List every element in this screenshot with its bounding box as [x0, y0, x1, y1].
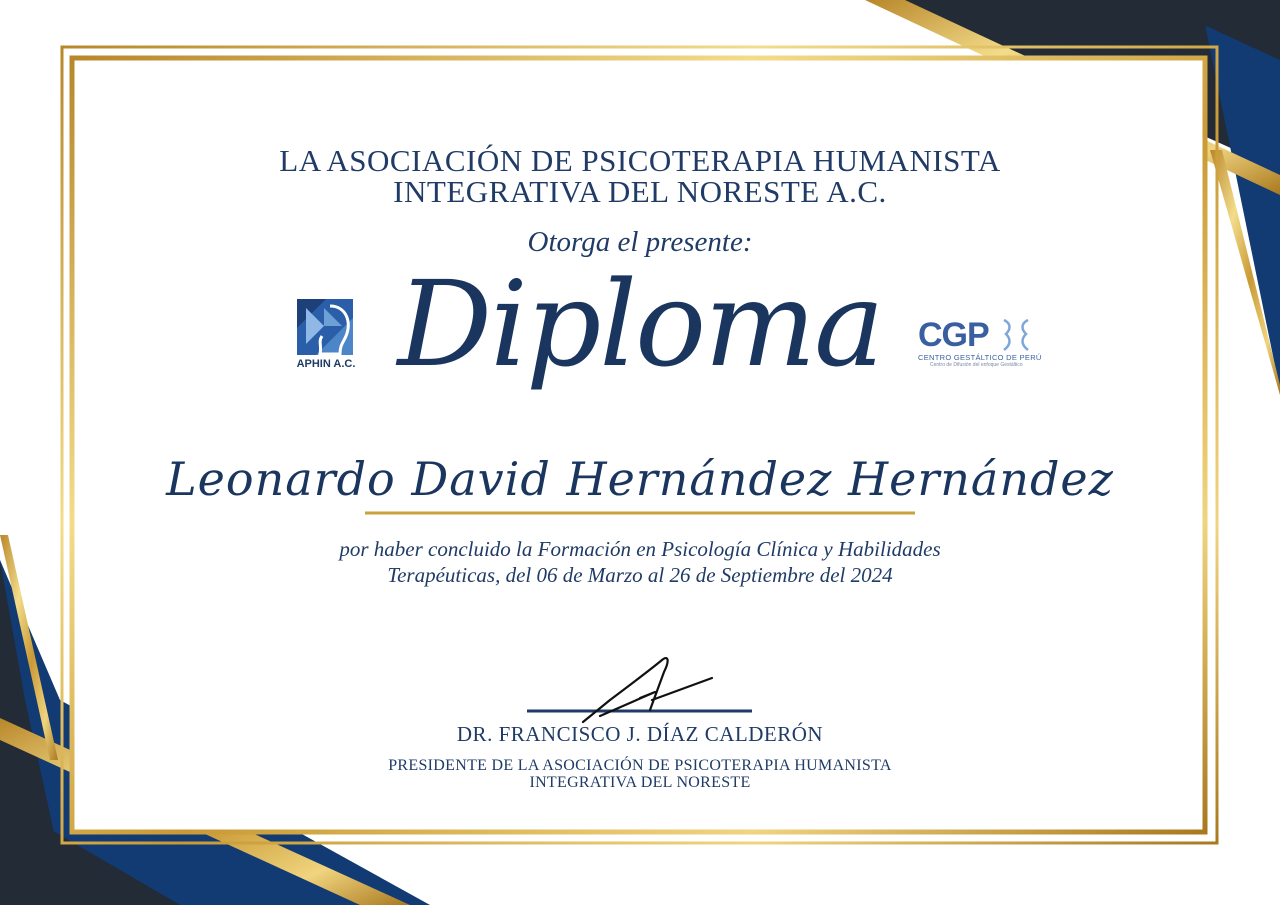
signatory-title-line-2: INTEGRATIVA DEL NORESTE	[529, 774, 751, 791]
header-line-1: LA ASOCIACIÓN DE PSICOTERAPIA HUMANISTA	[279, 143, 1001, 178]
subtitle: Otorga el presente:	[527, 226, 753, 258]
description-line-1: por haber concluido la Formación en Psicología Clínica y Habilidades	[339, 537, 941, 561]
signatory-name: DR. FRANCISCO J. DÍAZ CALDERÓN	[456, 722, 824, 746]
cgp-logo-letters: CGP	[918, 316, 989, 354]
certificate-title: Diploma	[397, 255, 883, 393]
aphin-logo-label: APHIN A.C.	[296, 358, 356, 370]
signatory-title-line-1: PRESIDENTE DE LA ASOCIACIÓN DE PSICOTERAPIA HUMANISTA	[388, 757, 892, 774]
cgp-logo-tagline: CENTRO GESTÁLTICO DE PERÚ	[918, 353, 1042, 362]
description-line-2: Terapéuticas, del 06 de Marzo al 26 de Septiembre del 2024	[387, 563, 893, 587]
header-line-2: INTEGRATIVA DEL NORESTE A.C.	[393, 174, 887, 209]
recipient-name: Leonardo David Hernández Hernández	[166, 452, 1114, 506]
cgp-logo-small-text: Centro de Difusión del enfoque Gestáltico	[930, 362, 1023, 368]
